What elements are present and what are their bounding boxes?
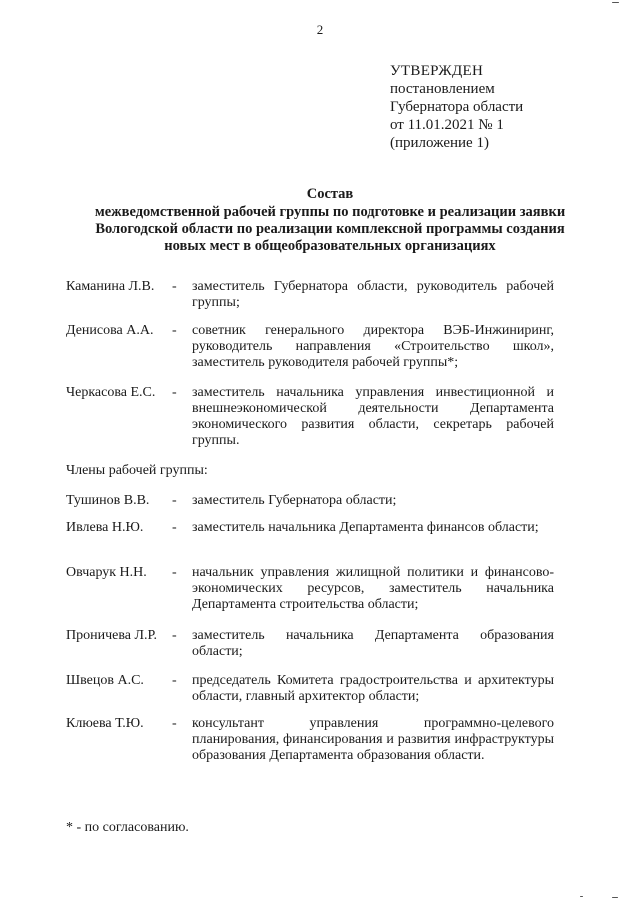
title-line-3: новых мест в общеобразовательных организациях <box>164 238 496 254</box>
approval-date-number: от 11.01.2021 № 1 <box>390 117 504 133</box>
members-heading: Члены рабочей группы: <box>66 463 208 478</box>
member-name: Овчарук Н.Н. <box>66 565 147 580</box>
member-name: Проничева Л.Р. <box>66 628 158 643</box>
page-number: 2 <box>316 22 324 37</box>
member-name: Клюева Т.Ю. <box>66 716 144 731</box>
scan-artifact <box>612 2 619 3</box>
approval-appendix: (приложение 1) <box>390 135 489 151</box>
member-role: заместитель начальника управления инвестиционной и внешнеэкономической деятельности Департамента экономического развития области, секретарь рабочей группы. <box>192 385 554 448</box>
member-dash: - <box>172 279 177 294</box>
member-dash: - <box>172 673 177 688</box>
member-role: заместитель начальника Департамента образования области; <box>192 628 554 659</box>
title-line-1: межведомственной рабочей группы по подготовке и реализации заявки <box>94 204 566 220</box>
member-dash: - <box>172 520 177 535</box>
title-line-2: Вологодской области по реализации комплексной программы создания <box>95 221 565 237</box>
member-role: заместитель Губернатора области, руководитель рабочей группы; <box>192 279 554 310</box>
member-role: советник генерального директора ВЭБ-Инжиниринг, руководитель направления «Строительство школ», заместитель руководителя рабочей группы*; <box>192 323 554 370</box>
scan-artifact <box>612 897 618 898</box>
member-role: консультант управления программно-целевого планирования, финансирования и развития инфраструктуры образования Департамента образования области. <box>192 716 554 763</box>
member-name: Тушинов В.В. <box>66 493 150 508</box>
approval-status: УТВЕРЖДЕН <box>390 63 484 79</box>
member-dash: - <box>172 716 177 731</box>
document-title <box>60 186 600 255</box>
member-name: Швецов А.С. <box>66 673 144 688</box>
member-name: Ивлева Н.Ю. <box>66 520 144 535</box>
member-role: заместитель начальника Департамента финансов области; <box>192 520 539 535</box>
approval-authority: Губернатора области <box>390 99 524 115</box>
scan-artifact <box>580 896 583 897</box>
approval-block <box>390 62 523 152</box>
member-name: Денисова А.А. <box>66 323 154 338</box>
member-name: Черкасова Е.С. <box>66 385 156 400</box>
member-dash: - <box>172 323 177 338</box>
approval-by-decree: постановлением <box>390 81 495 97</box>
member-dash: - <box>172 628 177 643</box>
member-role: председатель Комитета градостроительства и архитектуры области, главный архитектор области; <box>192 673 554 704</box>
member-role: начальник управления жилищной политики и финансово-экономических ресурсов, заместитель начальника Департамента строительства области; <box>192 565 554 612</box>
member-dash: - <box>172 385 177 400</box>
title-heading: Состав <box>306 186 354 202</box>
member-dash: - <box>172 493 177 508</box>
member-role: заместитель Губернатора области; <box>192 493 397 508</box>
member-dash: - <box>172 565 177 580</box>
member-name: Каманина Л.В. <box>66 279 155 294</box>
footnote: * - по согласованию. <box>66 820 189 835</box>
